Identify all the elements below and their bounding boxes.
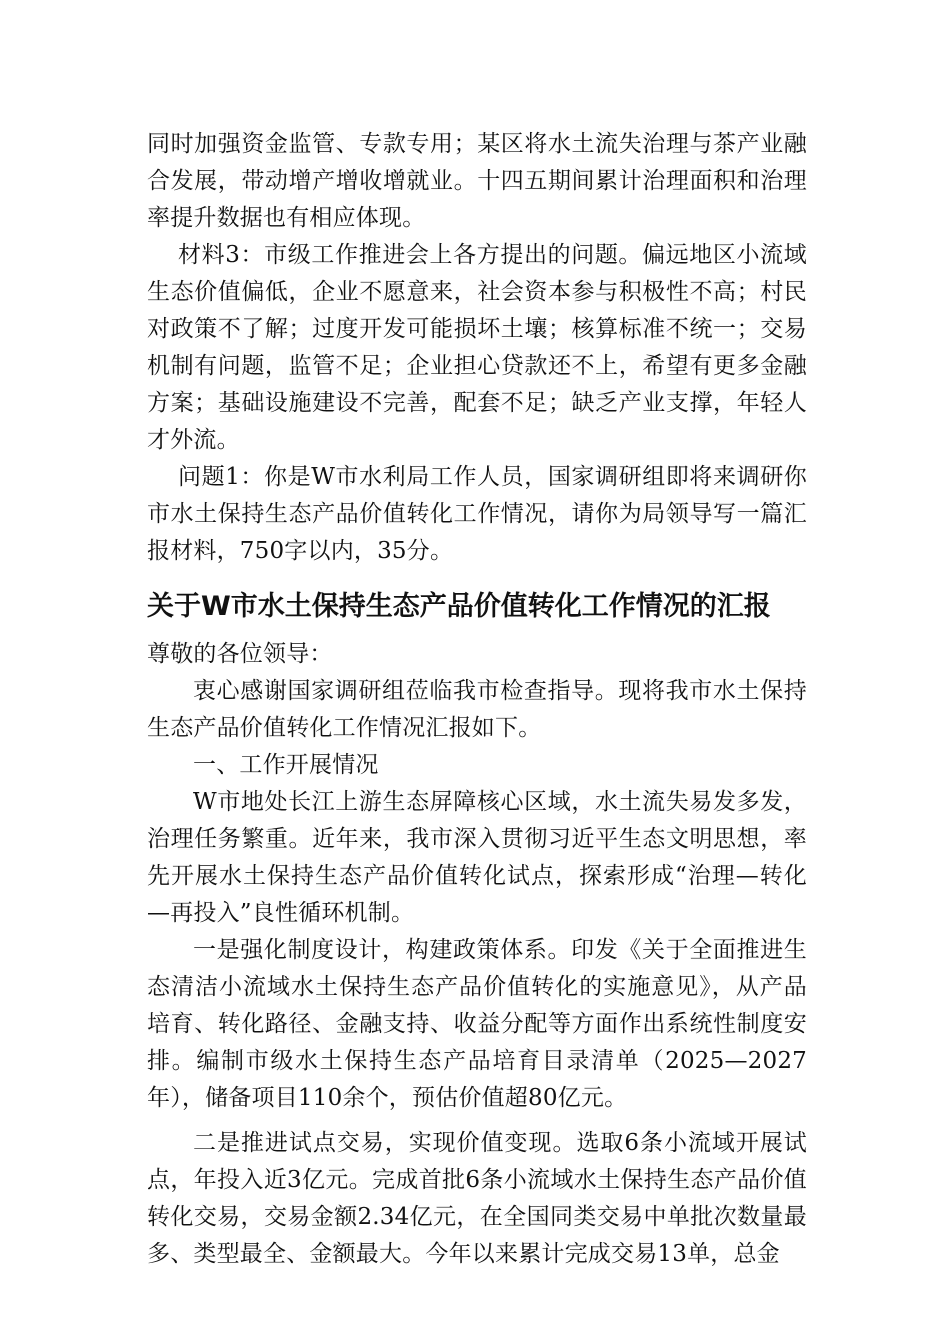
paragraph-point-two: 二是推进试点交易，实现价值变现。选取6条小流域开展试点，年投入近3亿元。完成首批6条小流域水土保持生态产品价值转化交易，交易金额2.34亿元，在全国同类交易中单批次数量最多、类型最全、金额最大。今年以来累计完成交易13单，总金 <box>147 1130 807 1267</box>
paragraph-city-overview: W市地处长江上游生态屏障核心区域，水土流失易发多发，治理任务繁重。近年来，我市深入贯彻习近平生态文明思想，率先开展水土保持生态产品价值转化试点，探索形成“治理—转化—再投入”良性循环机制。 <box>147 789 807 926</box>
paragraph-thanks: 衷心感谢国家调研组莅临我市检查指导。现将我市水土保持生态产品价值转化工作情况汇报如下。 <box>147 678 807 741</box>
paragraph-point-one: 一是强化制度设计，构建政策体系。印发《关于全面推进生态清洁小流域水土保持生态产品价值转化的实施意见》，从产品培育、转化路径、金融支持、收益分配等方面作出系统性制度安排。编制市级水土保持生态产品培育目录清单（2025—2027年），储备项目110余个，预估价值超80亿元。 <box>147 937 807 1111</box>
paragraph-question-1: 问题1：你是W市水利局工作人员，国家调研组即将来调研你市水土保持生态产品价值转化工作情况，请你为局领导写一篇汇报材料，750字以内，35分。 <box>147 464 807 564</box>
document-page <box>147 126 807 1273</box>
paragraph-material-3: 材料3：市级工作推进会上各方提出的问题。偏远地区小流域生态价值偏低，企业不愿意来，社会资本参与积极性不高；村民对政策不了解；过度开发可能损坏土壤；核算标准不统一；交易机制有问题，监管不足；企业担心贷款还不上，希望有更多金融方案；基础设施建设不完善，配套不足；缺乏产业支撑，年轻人才外流。 <box>147 242 807 453</box>
salutation: 尊敬的各位领导： <box>147 641 333 667</box>
report-title: 关于W市水土保持生态产品价值转化工作情况的汇报 <box>147 591 771 622</box>
paragraph-funding-supervision: 同时加强资金监管、专款专用；某区将水土流失治理与茶产业融合发展，带动增产增收增就业。十四五期间累计治理面积和治理率提升数据也有相应体现。 <box>147 131 807 231</box>
section-heading-work-progress: 一、工作开展情况 <box>193 752 379 778</box>
